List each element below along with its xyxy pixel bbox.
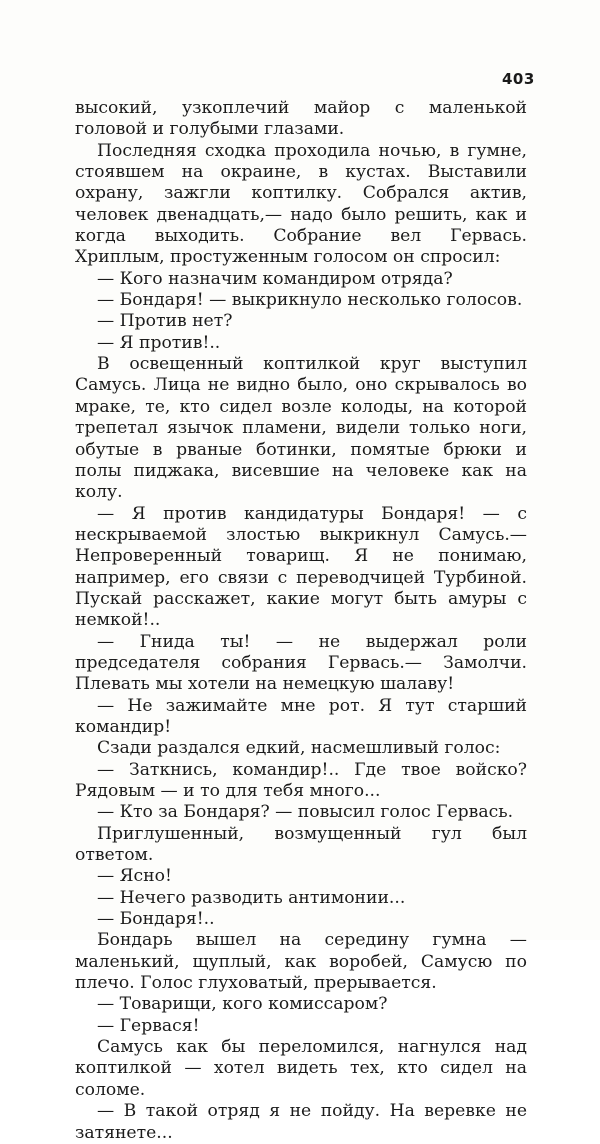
paragraph: — Я против кандидатуры Бондаря! — с нескрываемой злостью выкрикнул Самусь.— Непроверенный товарищ. Я не понимаю, например, его связи с переводчицей Турбиной. Пускай расскажет, какие могут быть амуры с немкой!..	[75, 503, 527, 631]
paragraph: Сзади раздался едкий, насмешливый голос:	[97, 738, 501, 759]
page-number: 403	[502, 70, 535, 88]
paragraph: — Кто за Бондаря? — повысил голос Гервась.	[97, 802, 514, 823]
paragraph: В освещенный коптилкой круг выступил Самусь. Лица не видно было, оно скрывалось во мраке, те, кто сидел возле колоды, на которой трепетал язычок пламени, видели только ноги, обутые в рваные ботинки, помятые брюки и полы пиджака, висевшие на человеке как на колу.	[75, 354, 527, 503]
paragraph: — В такой отряд я не пойду. На веревке не затянете...	[75, 1101, 527, 1143]
paragraph: — Нечего разводить антимонии...	[97, 887, 406, 908]
paragraph: Последняя сходка проходила ночью, в гумне, стоявшем на окраине, в кустах. Выставили охрану, зажгли коптилку. Собрался актив, человек двенадцать,— надо было решить, как и когда выходить. Собрание вел Гервась. Хриплым, простуженным голосом он спросил:	[75, 140, 527, 268]
paragraph: — Я против!..	[97, 332, 221, 353]
paragraph: — Гнида ты! — не выдержал роли председателя собрания Гервась.— Замолчи. Плевать мы хотели на немецкую шалаву!	[75, 631, 527, 695]
body-text	[75, 98, 527, 1144]
paragraph: — Бондаря!..	[97, 909, 215, 930]
paragraph: — Бондаря! — выкрикнуло несколько голосов.	[97, 290, 523, 311]
paragraph: Самусь как бы переломился, нагнулся над коптилкой — хотел видеть тех, кто сидел на соломе.	[75, 1037, 527, 1100]
paragraph: высокий, узкоплечий майор с маленькой головой и голубыми глазами.	[75, 98, 527, 140]
paragraph: Бондарь вышел на середину гумна — маленький, щуплый, как воробей, Самусю по плечо. Голос глуховатый, прерывается.	[75, 930, 527, 994]
paragraph: — Гервася!	[97, 1015, 200, 1036]
paragraph: — Товарищи, кого комиссаром?	[97, 994, 388, 1015]
paragraph: — Заткнись, командир!.. Где твое войско? Рядовым — и то для тебя много...	[75, 759, 527, 801]
paragraph: — Кого назначим командиром отряда?	[97, 268, 453, 289]
paragraph: — Ясно!	[97, 866, 172, 887]
paragraph: — Не зажимайте мне рот. Я тут старший командир!	[75, 695, 527, 737]
paragraph: — Против нет?	[97, 311, 233, 332]
paragraph: Приглушенный, возмущенный гул был ответом.	[75, 823, 527, 866]
